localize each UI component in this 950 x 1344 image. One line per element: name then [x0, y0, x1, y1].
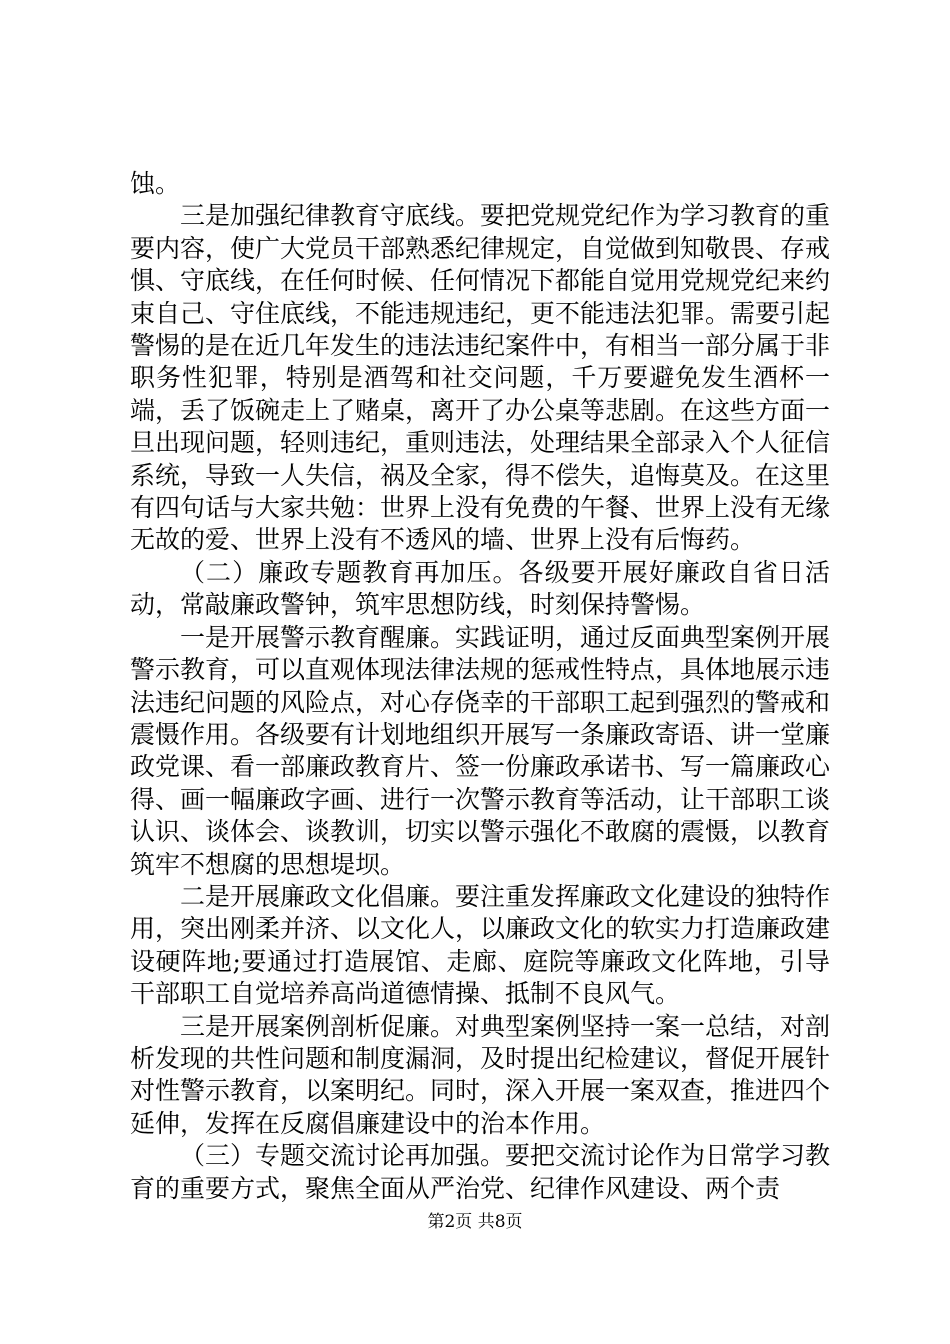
paragraph-integrity-culture: 二是开展廉政文化倡廉。要注重发挥廉政文化建设的独特作用，突出刚柔并济、以文化人，以廉政文化的软实力打造廉政建设硬阵地;要通过打造展馆、走廊、庭院等廉政文化阵地，引导干部职工自觉培养高尚道德情操、抵制不良风气。: [130, 881, 831, 1009]
document-body: [130, 168, 830, 1205]
paragraph-warning-education: 一是开展警示教育醒廉。实践证明，通过反面典型案例开展警示教育，可以直观体现法律法规的惩戒性特点，具体地展示违法违纪问题的风险点，对心存侥幸的干部职工起到强烈的警戒和震慑作用。各级要有计划地组织开展写一条廉政寄语、讲一堂廉政党课、看一部廉政教育片、签一份廉政承诺书、写一篇廉政心得、画一幅廉政字画、进行一次警示教育等活动，让干部职工谈认识、谈体会、谈教训，切实以警示强化不敢腐的震慑，以教育筑牢不想腐的思想堤坝。: [130, 622, 831, 879]
paragraph-continuation: 蚀。: [130, 169, 181, 198]
paragraph-case-analysis: 三是开展案例剖析促廉。对典型案例坚持一案一总结，对剖析发现的共性问题和制度漏洞，及时提出纪检建议，督促开展针对性警示教育，以案明纪。同时，深入开展一案双查，推进四个延伸，发挥在反腐倡廉建设中的治本作用。: [130, 1011, 831, 1138]
paragraph-section-two-heading: （二）廉政专题教育再加压。各级要开展好廉政自省日活动，常敲廉政警钟，筑牢思想防线，时刻保持警惕。: [130, 557, 830, 620]
page-number-footer: 第2页 共8页: [427, 1212, 523, 1232]
paragraph-discipline-education: 三是加强纪律教育守底线。要把党规党纪作为学习教育的重要内容，使广大党员干部熟悉纪律规定，自觉做到知敬畏、存戒惧、守底线，在任何时候、任何情况下都能自觉用党规党纪来约束自己、守住底线，不能违规违纪，更不能违法犯罪。需要引起警惕的是在近几年发生的违法违纪案件中，有相当一部分属于非职务性犯罪，特别是酒驾和社交问题，千万要避免发生酒杯一端，丢了饭碗走上了赌桌，离开了办公桌等悲剧。在这些方面一旦出现问题，轻则违纪，重则违法，处理结果全部录入个人征信系统，导致一人失信，祸及全家，得不偿失，追悔莫及。在这里有四句话与大家共勉：世界上没有免费的午餐、世界上没有无缘无故的爱、世界上没有不透风的墙、世界上没有后悔药。: [130, 201, 831, 555]
paragraph-section-three-heading: （三）专题交流讨论再加强。要把交流讨论作为日常学习教育的重要方式，聚焦全面从严治党、纪律作风建设、两个责: [130, 1141, 831, 1203]
